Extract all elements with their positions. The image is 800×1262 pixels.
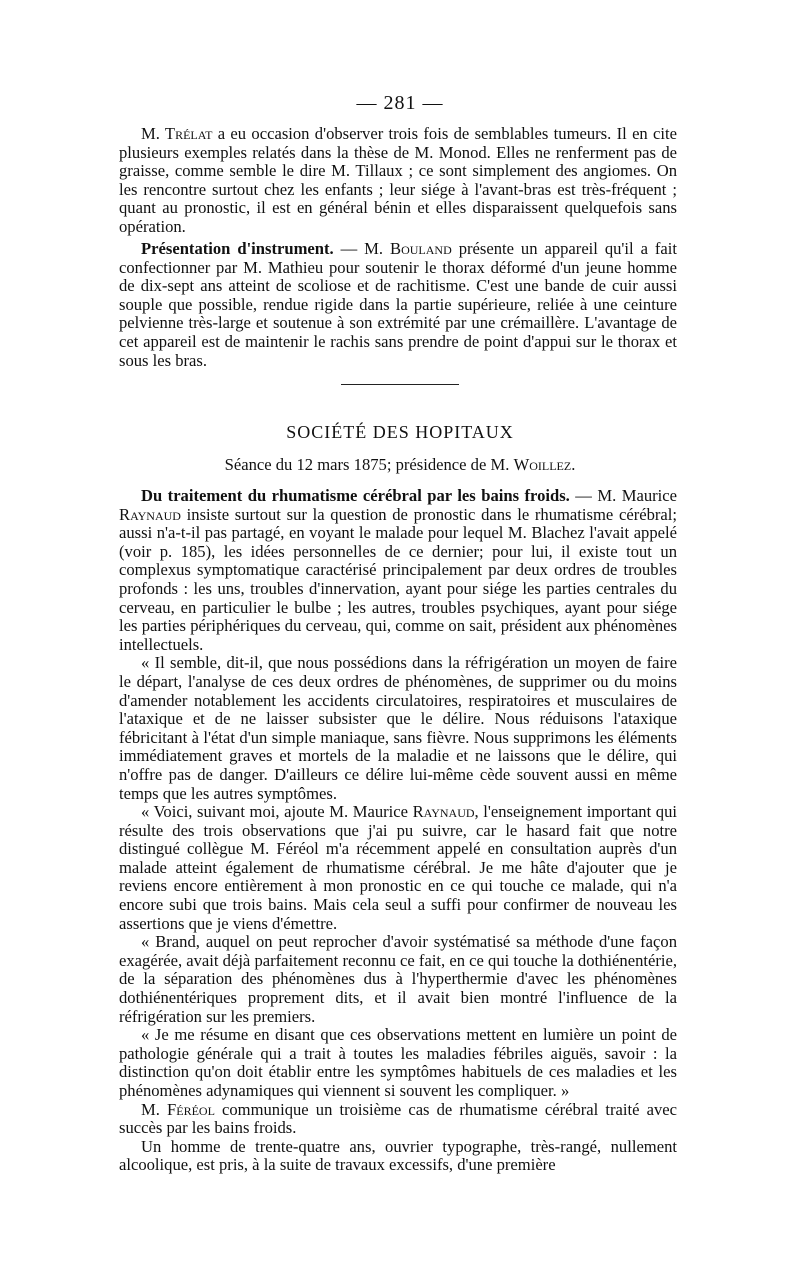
seance-line: Séance du 12 mars 1875; présidence de M. Woillez.	[224, 455, 576, 474]
paragraph-presentation: Présentation d'instrument. — M. Bouland présente un appareil qu'il a fait confectionner par M. Mathieu pour soutenir le thorax déformé d'un jeune homme de dix-sept ans atteint de scoliose et de rachitisme. C'est une bande de cuir aussi souple que possible, rendue rigide dans la partie supérieure, reliée à une ceinture pelvienne très-large et soutenue à son extrémité par une crémaillère. L'avantage de cet appareil est de maintenir le rachis sans prendre de point d'appui sur le thorax et sous les bras.	[119, 239, 678, 370]
body-text	[119, 487, 677, 1175]
president-name: Woillez.	[513, 455, 576, 474]
paragraph-text: a eu occasion d'observer trois fois de semblables tumeurs. Il en cite plusieurs exemples relatés dans la thèse de M. Monod. Elles ne renferment pas de graisse, comme semble le dire M. Tillaux ; ce sont simplement des angiomes. On les rencontre surtout chez les enfants ; leur siége à l'avant-bras est très-fréquent ; quant au pronostic, il est en général bénin et elles disparaissent quelquefois sans opération.	[119, 124, 678, 236]
paragraph-quote-4: « Je me résume en disant que ces observations mettent en lumière un point de pathologie générale qui a trait à toutes les maladies fébriles aiguës, savoir : la distinction qu'on doit établir entre les symptômes habituels de ces maladies et les phénomènes adynamiques qui viennent si souvent les compliquer. »	[119, 1025, 677, 1100]
paragraph-quote-3: « Brand, auquel on peut reprocher d'avoir systématisé sa méthode d'une façon exagérée, avait déjà parfaitement reconnu ce fait, en ce qui touche la dothiénentérie, de la séparation des phénomènes dus à l'hyperthermie d'avec les phénomènes dothiénentériques proprement dits, et il avait bien montré l'influence de la réfrigération sur les premiers.	[119, 932, 677, 1026]
divider-rule	[341, 384, 459, 385]
page-number: — 281 —	[356, 92, 444, 114]
paragraph-raynaud: Du traitement du rhumatisme cérébral par les bains froids. — M. Maurice Raynaud insiste surtout sur la question de pronostic dans le rhumatisme cérébral; aussi n'a-t-il pas partagé, en voyant le malade pour lequel M. Blachez l'avait appelé (voir p. 185), les idées personnelles de ce dernier; pour lui, il existe tout un complexus symptomatique caractérisé principalement par deux ordres de troubles profonds : les uns, troubles d'innervation, ayant pour siége les parties centrales du cerveau, en particulier le bulbe ; les autres, troubles psychiques, ayant pour siége les parties périphériques du cerveau, qui, comme on sait, président aux phénomènes intellectuels.	[119, 486, 677, 654]
paragraph-fereol: M. Féréol communique un troisième cas de rhumatisme cérébral traité avec succès par les bains froids.	[119, 1099, 677, 1138]
speaker-name: Raynaud	[119, 504, 181, 524]
speaker-name: M. Trélat	[141, 124, 213, 143]
section-title: Du traitement du rhumatisme cérébral par les bains froids.	[141, 486, 570, 505]
speaker-name: M. Féréol	[141, 1099, 215, 1119]
section-title: Présentation d'instrument.	[141, 239, 334, 258]
paragraph-quote-1: « Il semble, dit-il, que nous possédions dans la réfrigération un moyen de faire le départ, l'analyse de ces deux ordres de phénomènes, de supprimer ou du moins d'amender notablement les accidents circulatoires, respiratoires et musculaires de l'ataxique et de ne laisser subsister que le délire. Nous réduisons l'ataxique fébricitant à l'état d'un simple maniaque, sans fièvre. Nous supprimons les éléments immédiatement graves et mortels de la maladie et ne laissons que le délire, qui n'offre pas de danger. D'ailleurs ce délire lui-même cède souvent aussi en même temps que les autres symptômes.	[119, 653, 677, 803]
speaker-name: Raynaud	[412, 802, 475, 822]
paragraph-case: Un homme de trente-quatre ans, ouvrier typographe, très-rangé, nullement alcoolique, est pris, à la suite de travaux excessifs, d'une première	[119, 1136, 677, 1175]
speaker-name: Bouland	[390, 239, 452, 258]
paragraph-trelat	[119, 125, 677, 237]
section-heading: SOCIÉTÉ DES HOPITAUX	[286, 422, 514, 442]
paragraph-quote-2: « Voici, suivant moi, ajoute M. Maurice Raynaud, l'enseignement important qui résulte des trois observations que j'ai pu suivre, car le hasard fait que notre distingué collègue M. Féréol m'a récemment appelé en consultation auprès d'un malade atteint également de rhumatisme cérébral. Je me hâte d'ajouter que je reviens encore entièrement à mon pronostic en ce qui touche ce malade, qui n'a encore subi que trois bains. Mais cela seul a suffi pour confirmer de nouveau les assertions que je viens d'émettre.	[119, 802, 677, 933]
paragraph-text: présente un appareil qu'il a fait confectionner par M. Mathieu pour soutenir le thorax déformé d'un jeune homme de dix-sept ans atteint de scoliose et de rachitisme. C'est une bande de cuir aussi souple que possible, rendue rigide dans la partie supérieure, reliée à une ceinture pelvienne très-large et soutenue à son extrémité par une crémaillère. L'avantage de cet appareil est de maintenir le rachis sans prendre de point d'appui sur le thorax et sous les bras.	[119, 239, 678, 370]
